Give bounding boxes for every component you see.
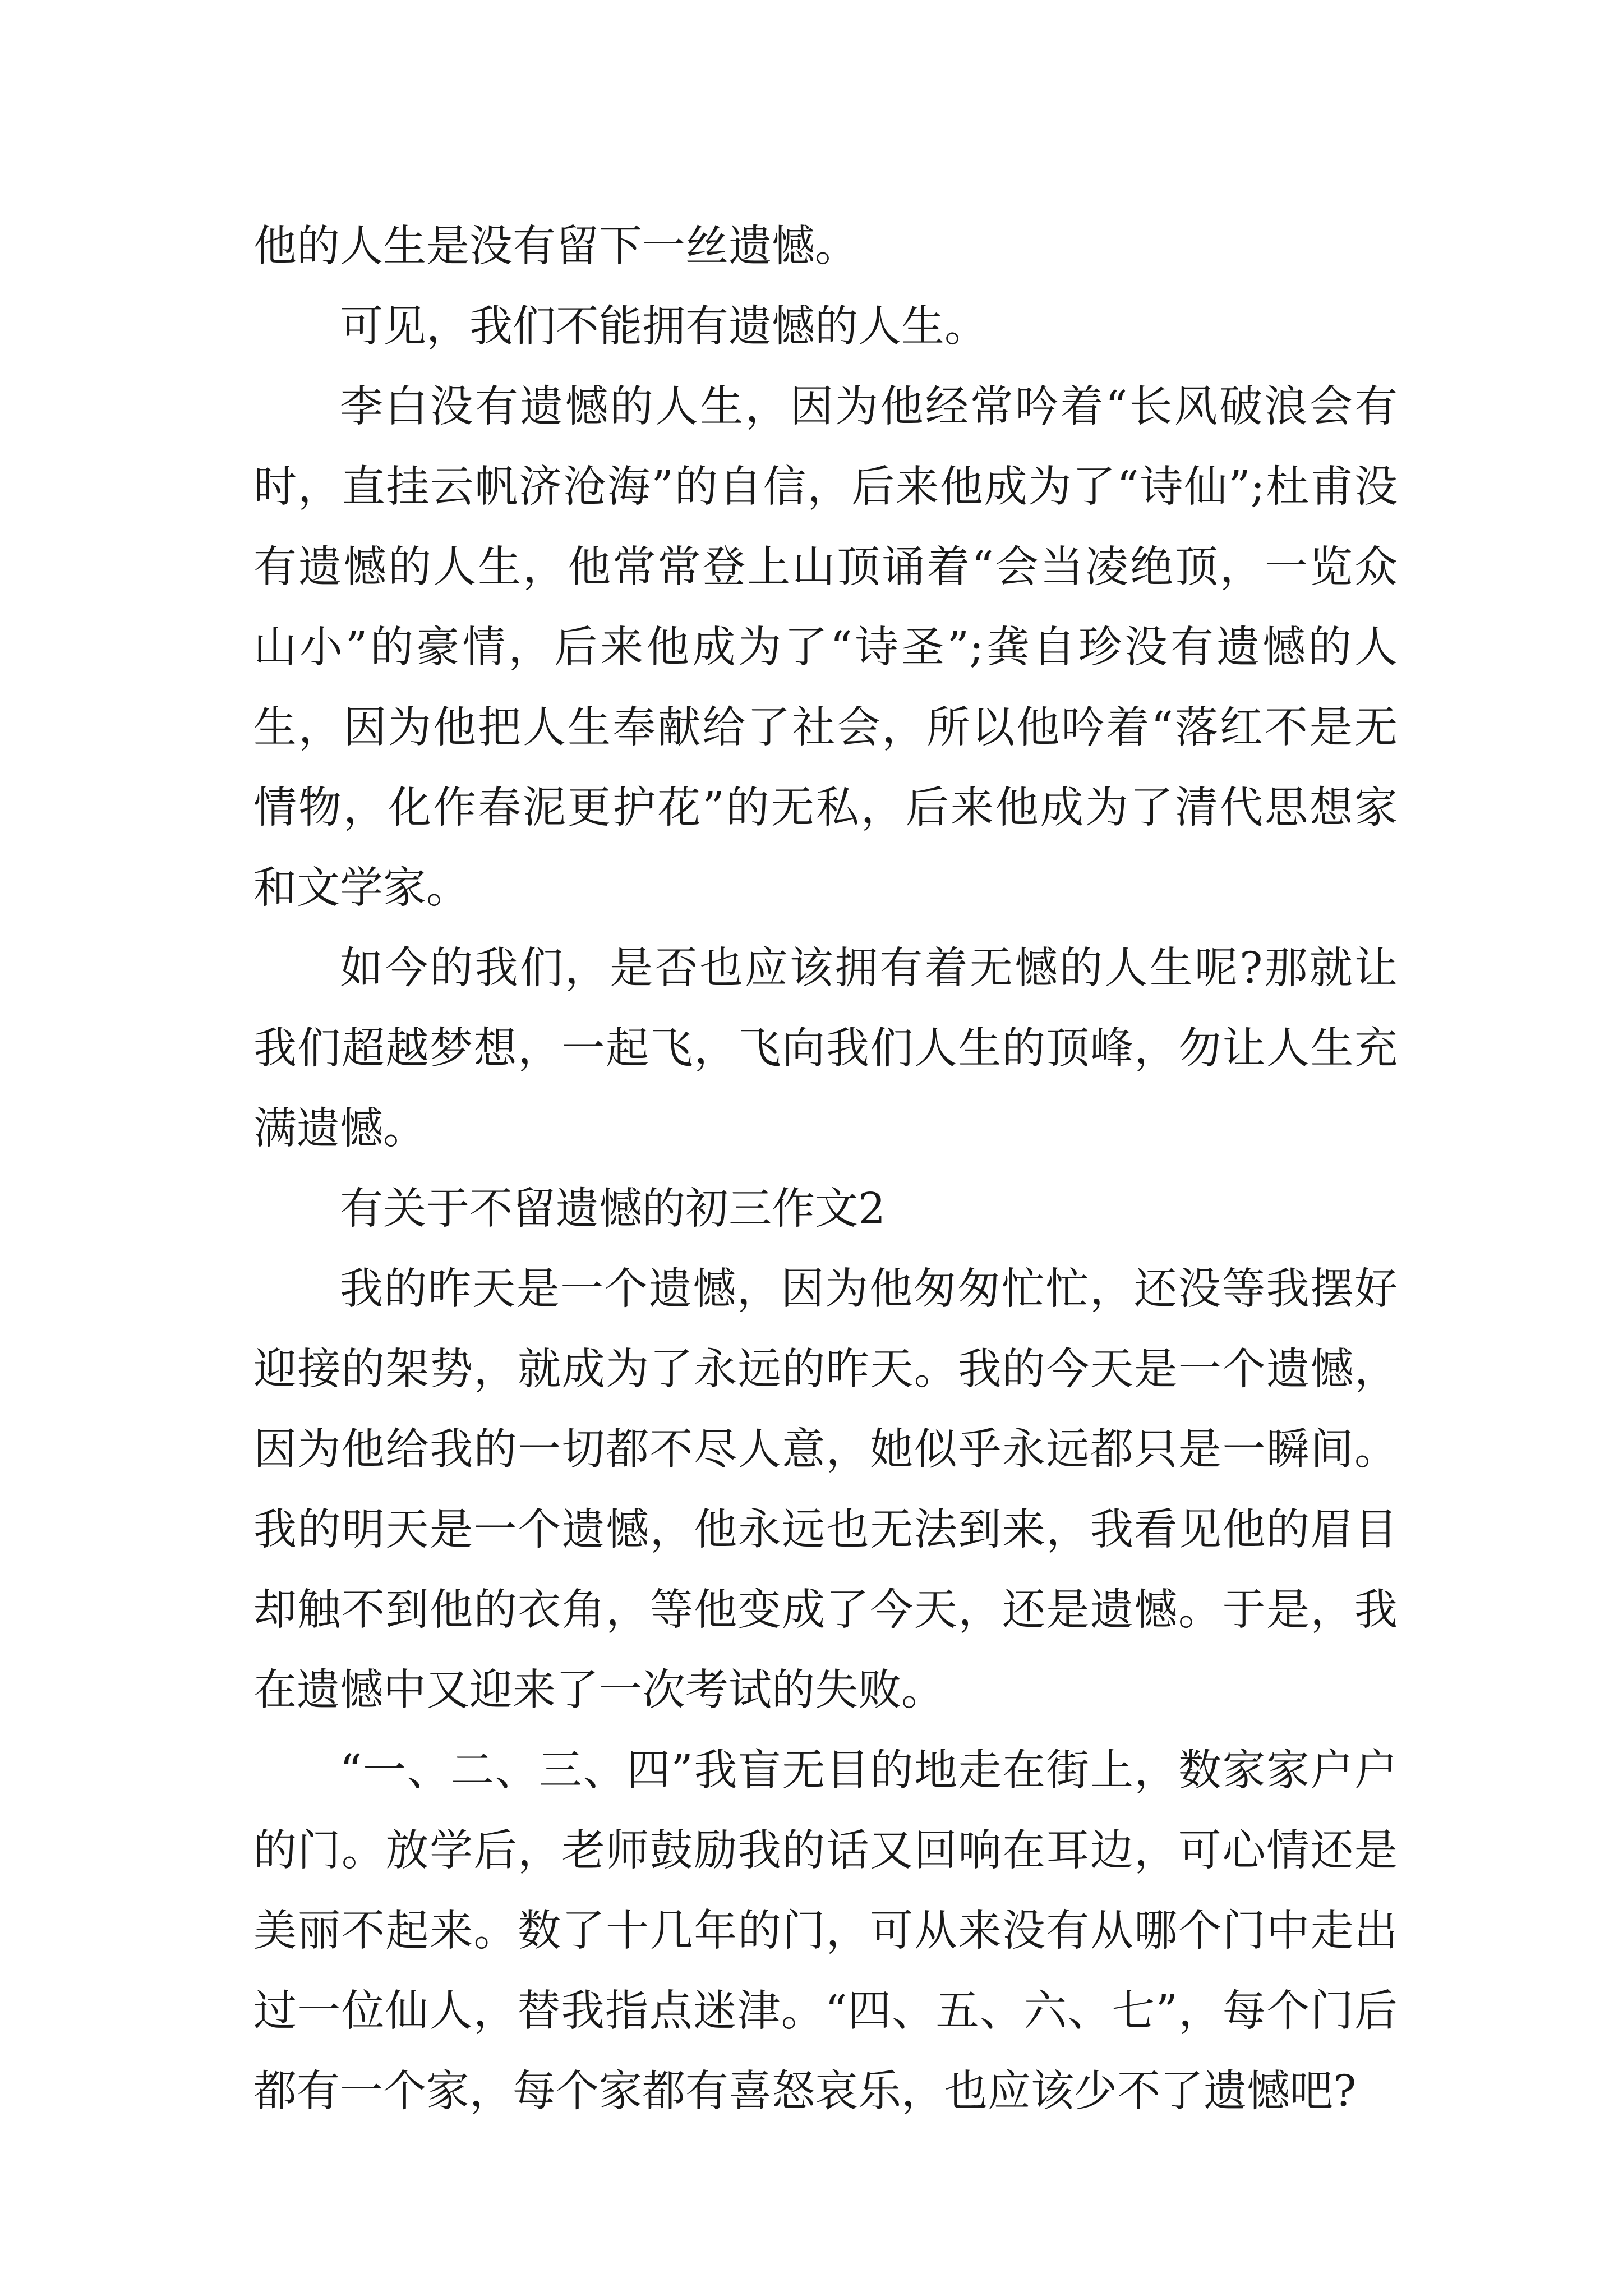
paragraph-4: 如今的我们，是否也应该拥有着无憾的人生呢?那就让我们超越梦想，一起飞，飞向我们人生的顶峰，勿让人生充满遗憾。 [253, 944, 1398, 1154]
paragraph-1: 他的人生是没有留下一丝遗憾。 [253, 222, 858, 272]
paragraph-2: 可见，我们不能拥有遗憾的人生。 [340, 302, 988, 352]
essay-body [253, 206, 1398, 2132]
paragraph-6: 我的昨天是一个遗憾，因为他匆匆忙忙，还没等我摆好迎接的架势，就成为了永远的昨天。我的今天是一个遗憾，因为他给我的一切都不尽人意，她似乎永远都只是一瞬间。我的明天是一个遗憾，他永远也无法到来，我看见他的眉目却触不到他的衣角，等他变成了今天，还是遗憾。于是，我在遗憾中又迎来了一次考试的失败。 [253, 1264, 1398, 1715]
paragraph-7: “一、二、三、四”我盲无目的地走在街上，数家家户户的门。放学后，老师鼓励我的话又回响在耳边，可心情还是美丽不起来。数了十几年的门，可从来没有从哪个门中走出过一位仙人，替我指点迷津。“四、五、六、七”，每个门后都有一个家，每个家都有喜怒哀乐，也应该少不了遗憾吧? [253, 1746, 1398, 2116]
section-heading: 有关于不留遗憾的初三作文2 [340, 1184, 886, 1234]
paragraph-3: 李白没有遗憾的人生，因为他经常吟着“长风破浪会有时，直挂云帆济沧海”的自信，后来他成为了“诗仙”;杜甫没有遗憾的人生，他常常登上山顶诵着“会当凌绝顶，一览众山小”的豪情，后来他成为了“诗圣”;龚自珍没有遗憾的人生，因为他把人生奉献给了社会，所以他吟着“落红不是无情物，化作春泥更护花”的无私，后来他成为了清代思想家和文学家。 [253, 382, 1398, 913]
